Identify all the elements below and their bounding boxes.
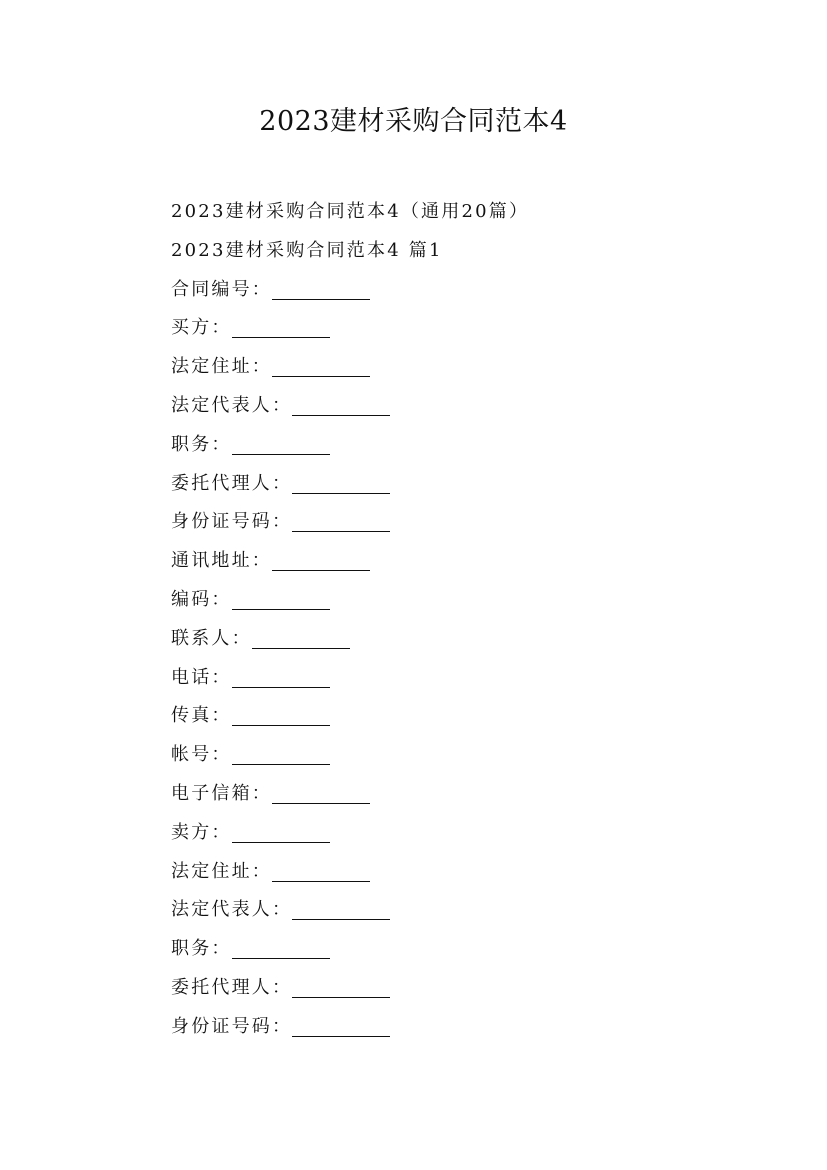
field-line [171,1008,771,1047]
field-label: 委托代理人： [171,976,293,998]
field-label: 电话： [171,666,232,688]
field-label: 法定住址： [171,860,272,882]
field-label: 法定住址： [171,356,272,378]
field-line [171,542,771,581]
field-label: 职务： [171,938,232,960]
field-label: 法定代表人： [171,394,293,416]
field-label: 电子信箱： [171,782,272,804]
fill-in-blank [272,880,370,882]
field-line [171,387,771,426]
field-line [171,581,771,620]
document-body [171,193,771,1047]
field-line [171,775,771,814]
fill-in-blank [232,763,330,765]
fill-in-blank [252,647,350,649]
field-line [171,969,771,1008]
fill-in-blank [232,686,330,688]
field-line [171,659,771,698]
fill-in-blank [292,414,390,416]
fill-in-blank [272,298,370,300]
fill-in-blank [232,841,330,843]
field-label: 身份证号码： [171,511,293,533]
field-line [171,271,771,310]
fill-in-blank [232,724,330,726]
heading-line: 2023建材采购合同范本4（通用20篇） [171,201,530,222]
field-line [171,348,771,387]
field-label: 身份证号码： [171,1015,293,1037]
fill-in-blank [292,1035,390,1037]
field-label: 卖方： [171,821,232,843]
field-label: 法定代表人： [171,899,293,921]
fill-in-blank [292,918,390,920]
section-title: 2023建材采购合同范本4 篇1 [171,239,443,261]
field-label: 帐号： [171,744,232,766]
field-line [171,426,771,465]
field-line [171,309,771,348]
field-label: 传真： [171,705,232,727]
field-line [171,736,771,775]
fill-in-blank [232,957,330,959]
field-line [171,891,771,930]
fill-in-blank [232,453,330,455]
document-title: 2023建材采购合同范本4 [259,106,568,137]
field-line [171,503,771,542]
field-line [171,853,771,892]
field-label: 买方： [171,317,232,339]
fill-in-blank [292,492,390,494]
field-line [171,465,771,504]
field-label: 合同编号： [171,278,272,300]
field-line [171,697,771,736]
field-line [171,930,771,969]
fill-in-blank [292,996,390,998]
fill-in-blank [292,530,390,532]
fill-in-blank [272,802,370,804]
field-label: 联系人： [171,627,252,649]
field-label: 职务： [171,433,232,455]
field-label: 通讯地址： [171,550,272,572]
field-label: 编码： [171,588,232,610]
field-label: 委托代理人： [171,472,293,494]
fill-in-blank [272,569,370,571]
fill-in-blank [232,336,330,338]
field-line [171,620,771,659]
fill-in-blank [232,608,330,610]
fill-in-blank [272,375,370,377]
field-line [171,814,771,853]
